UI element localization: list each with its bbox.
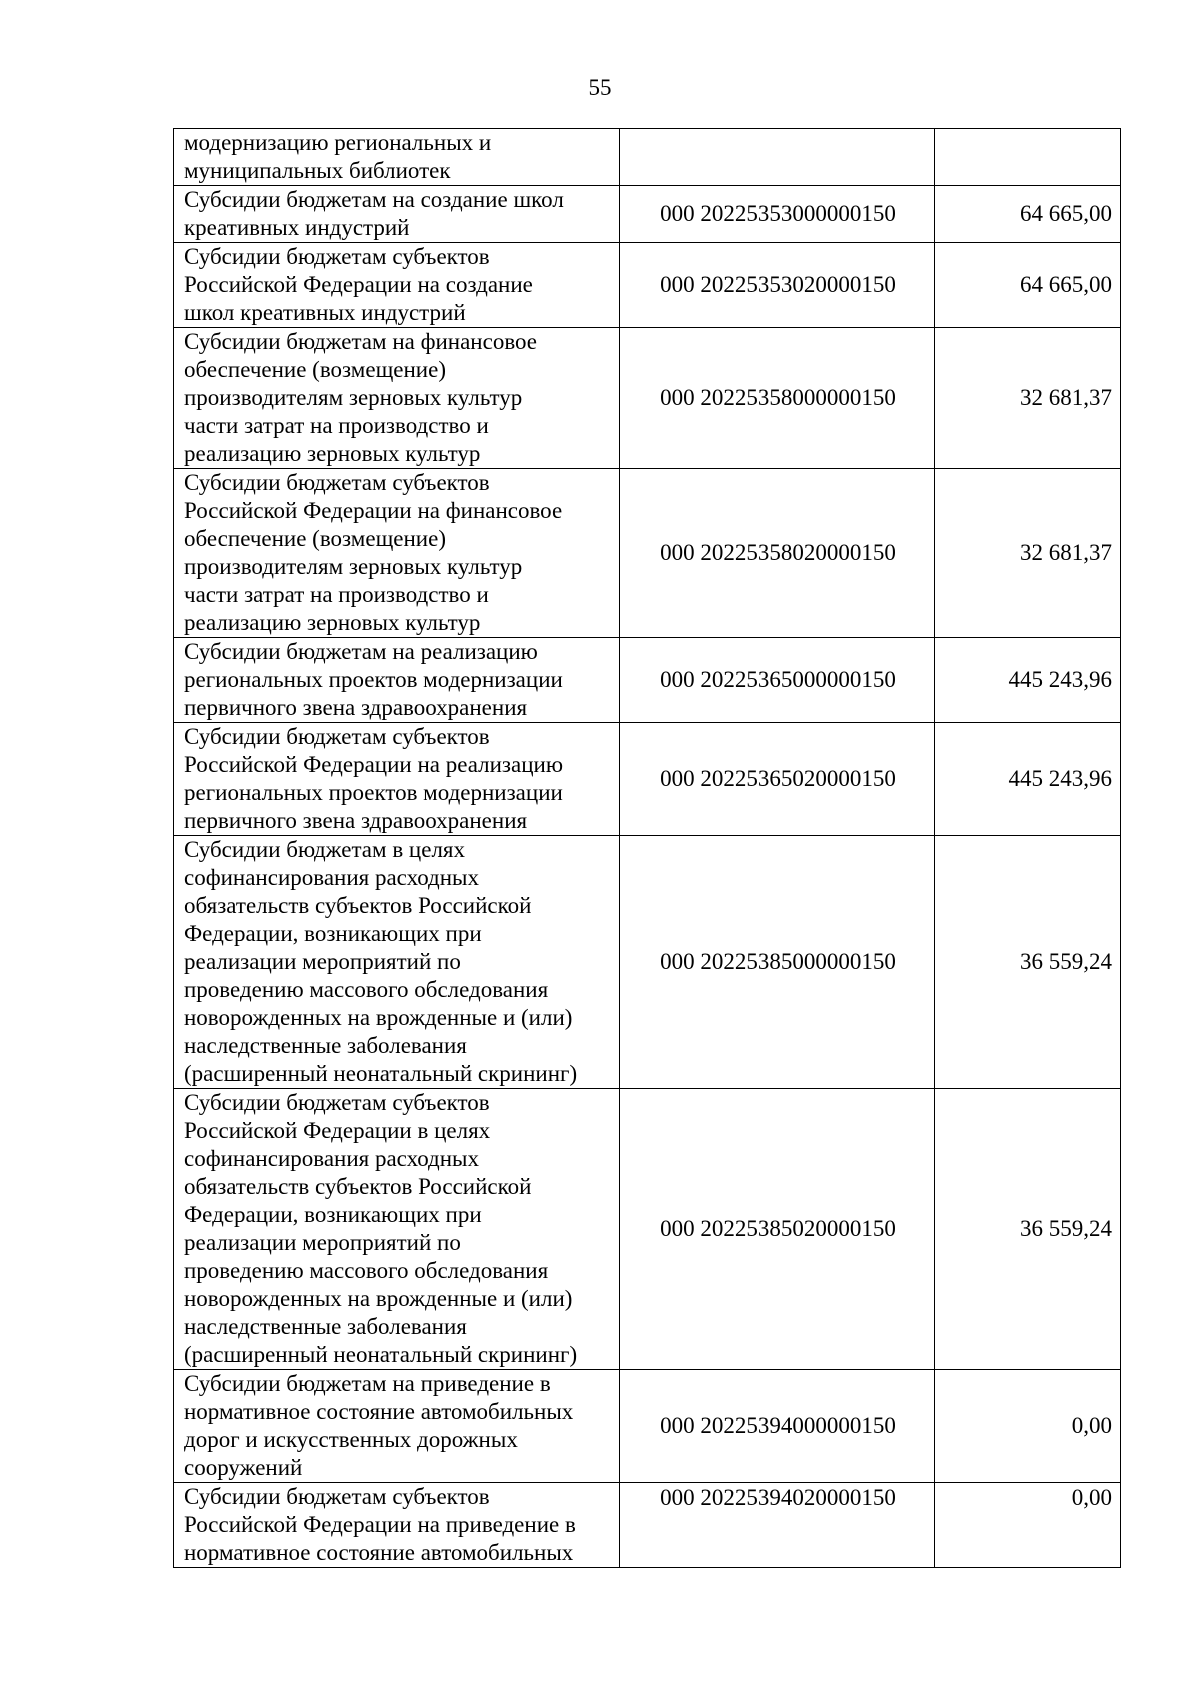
budget-classification-code: 000 20225394000000150 [620,1370,935,1483]
budget-table [173,128,1121,1568]
income-item-name-line: нормативное состояние автомобильных [184,1399,574,1424]
income-item-name-line: (расширенный неонатальный скрининг) [184,1061,578,1086]
income-item-name-line: школ креативных индустрий [184,300,466,325]
income-item-name-line: реализации мероприятий по [184,949,461,974]
income-item-name-line: Субсидии бюджетам на реализацию [184,639,538,664]
amount-value: 36 559,24 [935,836,1121,1089]
income-item-name [174,129,620,186]
income-item-name-line: сооружений [184,1455,303,1480]
income-item-name-line: Российской Федерации на реализацию [184,752,564,777]
income-item-name [174,723,620,836]
income-item-name-line: Российской Федерации на приведение в [184,1512,576,1537]
income-item-name [174,469,620,638]
income-item-name-line: нормативное состояние автомобильных [184,1540,574,1565]
income-item-name-line: Российской Федерации на создание [184,272,533,297]
table-row [174,723,1121,836]
budget-classification-code: 000 20225385020000150 [620,1089,935,1370]
budget-table-body [174,129,1121,1568]
income-item-name-line: части затрат на производство и [184,582,489,607]
budget-classification-code: 000 20225358020000150 [620,469,935,638]
income-item-name-line: реализации мероприятий по [184,1230,461,1255]
income-item-name-line: креативных индустрий [184,215,410,240]
income-item-name-line: Российской Федерации на финансовое [184,498,563,523]
income-item-name-line: Субсидии бюджетам на приведение в [184,1371,551,1396]
table-row [174,1089,1121,1370]
income-item-name-line: Субсидии бюджетам в целях [184,837,465,862]
income-item-name-line: Субсидии бюджетам субъектов [184,1090,490,1115]
table-row [174,469,1121,638]
table-row [174,129,1121,186]
income-item-name-line: обязательств субъектов Российской [184,893,532,918]
amount-value: 445 243,96 [935,723,1121,836]
income-item-name-line: региональных проектов модернизации [184,667,563,692]
income-item-name-line: Субсидии бюджетам субъектов [184,724,490,749]
income-item-name [174,1370,620,1483]
amount-value: 445 243,96 [935,638,1121,723]
income-item-name-line: проведению массового обследования [184,977,549,1002]
income-item-name-line: Субсидии бюджетам на создание школ [184,187,564,212]
income-item-name-line: производителям зерновых культур [184,554,523,579]
income-item-name [174,836,620,1089]
income-item-name-line: Субсидии бюджетам на финансовое [184,329,538,354]
income-item-name-line: первичного звена здравоохранения [184,695,528,720]
page-number: 55 [588,75,612,100]
income-item-name-line: региональных проектов модернизации [184,780,563,805]
income-item-name-line: первичного звена здравоохранения [184,808,528,833]
table-row [174,328,1121,469]
income-item-name-line: Российской Федерации в целях [184,1118,491,1143]
budget-classification-code: 000 20225365000000150 [620,638,935,723]
income-item-name [174,186,620,243]
income-item-name-line: Субсидии бюджетам субъектов [184,244,490,269]
budget-classification-code: 000 20225353000000150 [620,186,935,243]
table-row [174,638,1121,723]
table-row [174,1370,1121,1483]
income-item-name-line: софинансирования расходных [184,865,480,890]
income-item-name-line: Федерации, возникающих при [184,921,482,946]
income-item-name-line: Субсидии бюджетам субъектов [184,470,490,495]
income-item-name-line: наследственные заболевания [184,1314,467,1339]
income-item-name-line: новорожденных на врожденные и (или) [184,1286,573,1311]
budget-classification-code: 000 20225385000000150 [620,836,935,1089]
income-item-name-line: обеспечение (возмещение) [184,526,446,551]
income-item-name [174,243,620,328]
budget-classification-code: 000 20225353020000150 [620,243,935,328]
amount-value: 0,00 [935,1483,1121,1568]
budget-classification-code: 000 20225358000000150 [620,328,935,469]
income-item-name [174,328,620,469]
table-row [174,243,1121,328]
income-item-name [174,638,620,723]
table-row [174,186,1121,243]
income-item-name-line: новорожденных на врожденные и (или) [184,1005,573,1030]
budget-classification-code: 000 20225365020000150 [620,723,935,836]
income-item-name-line: производителям зерновых культур [184,385,523,410]
amount-value: 32 681,37 [935,469,1121,638]
income-item-name-line: Субсидии бюджетам субъектов [184,1484,490,1509]
income-item-name-line: реализацию зерновых культур [184,441,481,466]
income-item-name-line: проведению массового обследования [184,1258,549,1283]
income-item-name-line: обеспечение (возмещение) [184,357,446,382]
amount-value: 64 665,00 [935,186,1121,243]
budget-classification-code [620,129,935,186]
income-item-name-line: реализацию зерновых культур [184,610,481,635]
amount-value: 0,00 [935,1370,1121,1483]
amount-value: 64 665,00 [935,243,1121,328]
income-item-name-line: модернизацию региональных и [184,130,492,155]
income-item-name-line: Федерации, возникающих при [184,1202,482,1227]
amount-value: 32 681,37 [935,328,1121,469]
table-row [174,836,1121,1089]
income-item-name-line: обязательств субъектов Российской [184,1174,532,1199]
income-item-name-line: части затрат на производство и [184,413,489,438]
income-item-name-line: софинансирования расходных [184,1146,480,1171]
income-item-name [174,1483,620,1568]
income-item-name-line: наследственные заболевания [184,1033,467,1058]
table-row [174,1483,1121,1568]
budget-classification-code: 000 20225394020000150 [620,1483,935,1568]
income-item-name-line: муниципальных библиотек [184,158,451,183]
income-item-name-line: (расширенный неонатальный скрининг) [184,1342,578,1367]
amount-value [935,129,1121,186]
income-item-name [174,1089,620,1370]
income-item-name-line: дорог и искусственных дорожных [184,1427,518,1452]
amount-value: 36 559,24 [935,1089,1121,1370]
